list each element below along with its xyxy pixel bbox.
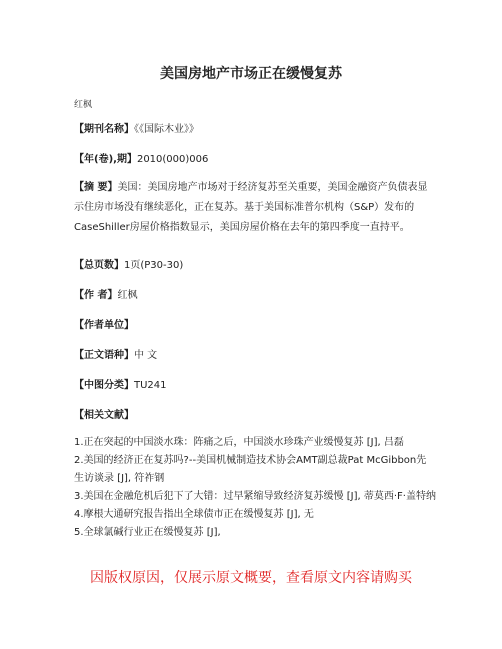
document-author: 红枫 [74, 100, 93, 110]
unit-label: 【作者单位】 [74, 320, 134, 331]
author-value: 红枫 [117, 290, 138, 301]
class-label: 【中图分类】 [74, 380, 134, 391]
unit-row [74, 318, 434, 334]
journal-value: 《《国际木业》》 [134, 124, 199, 135]
year-label: 【年(卷),期】 [74, 154, 137, 165]
lang-value: 中 文 [134, 350, 158, 361]
class-row [74, 378, 434, 394]
lang-row [74, 348, 434, 364]
abstract-value: 美国：美国房地产市场对于经济复苏至关重要，美国金融资产负债表显示住房市场没有继续恶化，正在复苏。基于美国标准普尔机构（S&P）发布的CaseShiller房屋价格指数显示，美国房屋价格在去年的第四季度一直持平。 [74, 182, 428, 233]
journal-label: 【期刊名称】 [74, 124, 134, 135]
refs-heading-row [74, 408, 434, 424]
reference-item: 2.美国的经济正在复苏吗?--美国机械制造技术协会AMT副总裁Pat McGibbon先生访谈录 [J], 符祚钢 [74, 455, 427, 484]
pages-value: 1页(P30-30) [124, 260, 184, 271]
journal-row [74, 122, 434, 138]
year-row [74, 152, 434, 168]
references-list [74, 434, 436, 542]
year-value: 2010(000)006 [136, 154, 209, 165]
copyright-notice: 因版权原因，仅展示原文概要，查看原文内容请购买 [90, 570, 412, 586]
reference-item: 5.全球氯碱行业正在缓慢复苏 [J], [74, 527, 221, 538]
abstract-label: 【摘 要】 [74, 182, 118, 193]
document-title: 美国房地产市场正在缓慢复苏 [160, 66, 342, 82]
lang-label: 【正文语种】 [74, 350, 134, 361]
reference-item: 4.摩根大通研究报告指出全球债市正在缓慢复苏 [J], 无 [74, 509, 314, 520]
abstract-row [74, 178, 432, 238]
class-value: TU241 [134, 380, 167, 391]
author-row [74, 288, 434, 304]
pages-label: 【总页数】 [74, 260, 124, 271]
author-label: 【作 者】 [74, 290, 118, 301]
reference-item: 1.正在突起的中国淡水珠：阵痛之后，中国淡水珍珠产业缓慢复苏 [J], 吕磊 [74, 437, 404, 448]
reference-item: 3.美国在金融危机后犯下了大错：过早紧缩导致经济复苏缓慢 [J], 蒂莫西·F·盖特纳 [74, 491, 436, 502]
pages-row [74, 258, 434, 274]
refs-label: 【相关文献】 [74, 410, 134, 421]
